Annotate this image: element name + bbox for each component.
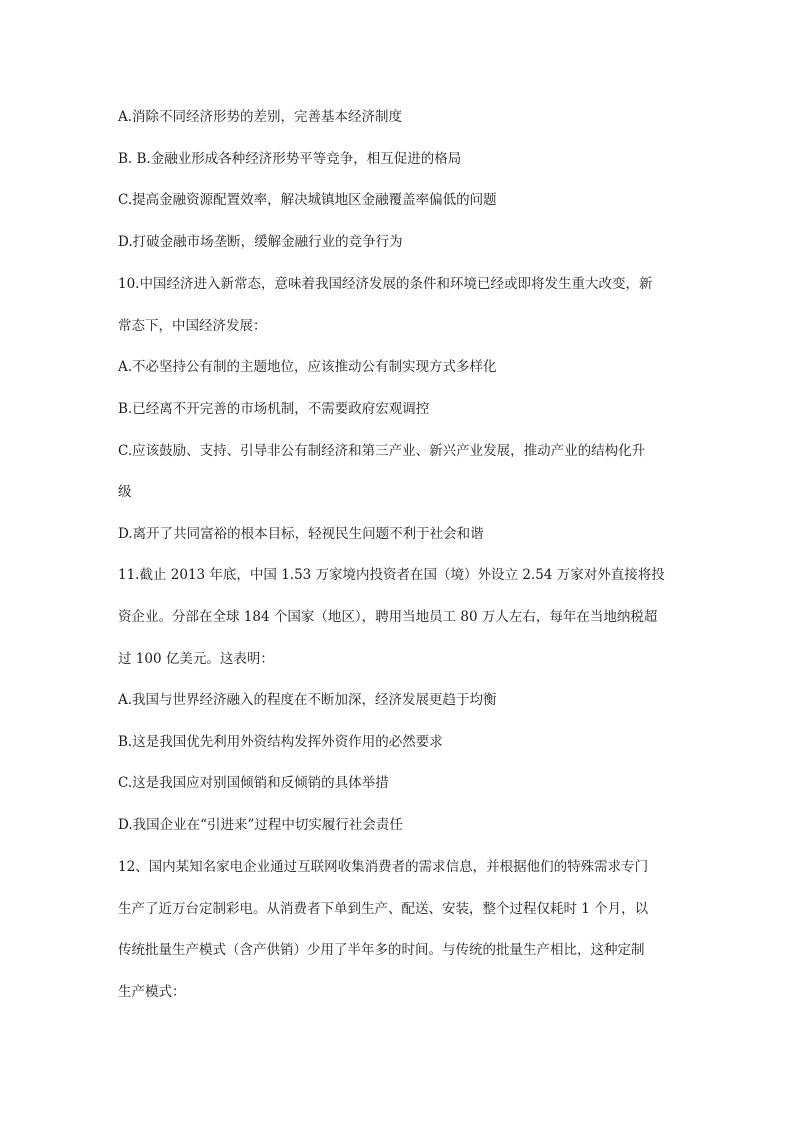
q10-stem-line2: 常态下，中国经济发展： [118, 318, 267, 334]
q12-stem-line4: 生产模式： [118, 984, 186, 1000]
q12-stem-line1: 12、国内某知名家电企业通过互联网收集消费者的需求信息，并根据他们的特殊需求专门 [118, 859, 649, 875]
q9-option-a: A.消除不同经济形势的差别，完善基本经济制度 [118, 109, 403, 125]
q11-option-d: D.我国企业在“引进来”过程中切实履行社会责任 [118, 817, 403, 833]
q9-option-d: D.打破金融市场垄断，缓解金融行业的竞争行为 [118, 234, 403, 250]
q11-stem-line3: 过 100 亿美元。这表明： [118, 651, 274, 667]
q10-option-c-line1: C.应该鼓励、支持、引导非公有制经济和第三产业、新兴产业发展，推动产业的结构化升 [118, 443, 646, 459]
q10-option-d: D.离开了共同富裕的根本目标，轻视民生问题不利于社会和谐 [118, 526, 484, 542]
q10-stem-line1: 10.中国经济进入新常态，意味着我国经济发展的条件和环境已经或即将发生重大改变，新 [118, 276, 653, 292]
q10-option-c-line2: 级 [118, 484, 132, 500]
q11-stem-line1: 11.截止 2013 年底，中国 1.53 万家境内投资者在国（境）外设立 2.54 万家对外直接将投 [118, 567, 665, 583]
q10-option-b: B.已经离不开完善的市场机制，不需要政府宏观调控 [118, 401, 430, 417]
q9-option-b: B. B.金融业形成各种经济形势平等竞争，相互促进的格局 [118, 151, 462, 167]
q11-option-b: B.这是我国优先利用外资结构发挥外资作用的必然要求 [118, 734, 443, 750]
q12-stem-line3: 传统批量生产模式（含产供销）少用了半年多的时间。与传统的批量生产相比，这种定制 [118, 942, 645, 958]
q9-option-c: C.提高金融资源配置效率，解决城镇地区金融覆盖率偏低的问题 [118, 192, 497, 208]
q11-option-a: A.我国与世界经济融入的程度在不断加深，经济发展更趋于均衡 [118, 692, 497, 708]
q10-option-a: A.不必坚持公有制的主题地位，应该推动公有制实现方式多样化 [118, 359, 497, 375]
q11-stem-line2: 资企业。分部在全球 184 个国家（地区），聘用当地员工 80 万人左右，每年在当地纳税超 [118, 609, 658, 625]
q12-stem-line2: 生产了近万台定制彩电。从消费者下单到生产、配送、安装，整个过程仅耗时 1 个月，以 [118, 901, 649, 917]
q11-option-c: C.这是我国应对别国倾销和反倾销的具体举措 [118, 775, 389, 791]
